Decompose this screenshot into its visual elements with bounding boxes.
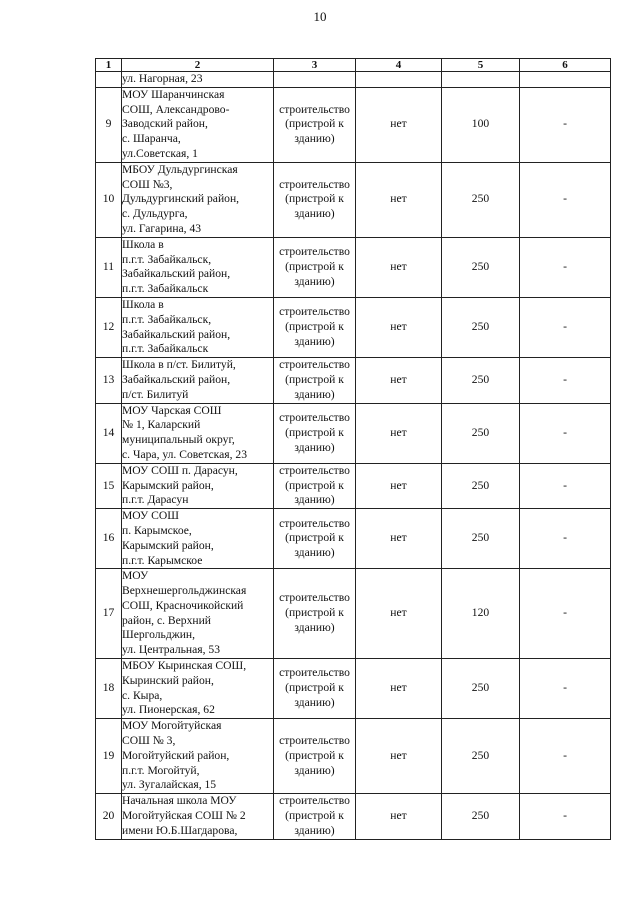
column-header: 2 xyxy=(122,59,274,72)
row-number: 20 xyxy=(96,794,122,839)
school-name-line: Дульдургинский район, xyxy=(122,192,240,206)
work-type-line: зданию) xyxy=(294,621,335,635)
school-name-line: с. Чара, ул. Советская, 23 xyxy=(122,447,247,461)
row-number: 18 xyxy=(96,659,122,719)
data-table xyxy=(95,58,611,840)
school-name xyxy=(122,87,274,162)
table-header-row xyxy=(96,59,611,72)
school-name-line: п.г.т. Карымское xyxy=(122,553,203,567)
school-name-line: Верхнешергольджинская xyxy=(122,584,247,598)
col4-value: нет xyxy=(356,569,442,659)
work-type-line: строительство xyxy=(279,666,350,680)
school-name-line: МОУ СОШ п. Дарасун, xyxy=(122,463,238,477)
work-type-line: строительство xyxy=(279,358,350,372)
work-type-line: зданию) xyxy=(294,440,335,454)
col5-value: 250 xyxy=(442,403,520,463)
school-name-line: с. Кыра, xyxy=(122,688,163,702)
col5-value: 250 xyxy=(442,162,520,237)
school-name-line: п.г.т. Могойтуй, xyxy=(122,763,200,777)
school-name-line: ул. Нагорная, 23 xyxy=(122,72,203,85)
work-type xyxy=(274,719,356,794)
column-header: 3 xyxy=(274,59,356,72)
school-name-line: СОШ, Красночикойский xyxy=(122,598,244,612)
table-row xyxy=(96,162,611,237)
school-name xyxy=(122,72,274,88)
row-number xyxy=(96,72,122,88)
work-type xyxy=(274,659,356,719)
row-number: 19 xyxy=(96,719,122,794)
col4-value xyxy=(356,72,442,88)
school-name-line: Карымский район, xyxy=(122,478,214,492)
school-name-line: п.г.т. Забайкальск, xyxy=(122,312,212,326)
work-type xyxy=(274,162,356,237)
col4-value: нет xyxy=(356,794,442,839)
work-type-line: зданию) xyxy=(294,823,335,837)
col6-value: - xyxy=(520,719,611,794)
school-name-line: муниципальный округ, xyxy=(122,433,235,447)
col4-value: нет xyxy=(356,162,442,237)
col6-value: - xyxy=(520,358,611,403)
table-row xyxy=(96,87,611,162)
work-type-line: зданию) xyxy=(294,387,335,401)
table-row xyxy=(96,403,611,463)
school-name-line: СОШ, Александрово- xyxy=(122,102,230,116)
work-type-line: строительство xyxy=(279,794,350,808)
col5-value: 100 xyxy=(442,87,520,162)
school-name xyxy=(122,719,274,794)
work-type-line: (пристрой к xyxy=(285,192,344,206)
school-name xyxy=(122,403,274,463)
col4-value: нет xyxy=(356,659,442,719)
work-type xyxy=(274,358,356,403)
col5-value: 250 xyxy=(442,719,520,794)
school-name-line: МОУ Шаранчинская xyxy=(122,87,225,101)
school-name-line: МБОУ Дульдургинская xyxy=(122,162,238,176)
col5-value: 250 xyxy=(442,237,520,297)
row-number: 11 xyxy=(96,237,122,297)
col4-value: нет xyxy=(356,463,442,508)
table-row xyxy=(96,237,611,297)
work-type-line: строительство xyxy=(279,102,350,116)
school-name-line: Начальная школа МОУ xyxy=(122,794,237,808)
table-row xyxy=(96,509,611,569)
work-type-line: строительство xyxy=(279,177,350,191)
work-type-line: зданию) xyxy=(294,546,335,560)
school-name xyxy=(122,794,274,839)
col6-value: - xyxy=(520,87,611,162)
work-type-line: строительство xyxy=(279,410,350,424)
col4-value: нет xyxy=(356,358,442,403)
school-name xyxy=(122,358,274,403)
school-name-line: Школа в xyxy=(122,297,164,311)
row-number: 13 xyxy=(96,358,122,403)
school-name-line: ул. Пионерская, 62 xyxy=(122,703,215,717)
school-name-line: Забайкальский район, xyxy=(122,327,231,341)
school-name-line: с. Дульдурга, xyxy=(122,207,188,221)
school-name-line: № 1, Каларский xyxy=(122,418,201,432)
row-number: 12 xyxy=(96,297,122,357)
work-type-line: (пристрой к xyxy=(285,748,344,762)
work-type-line: (пристрой к xyxy=(285,259,344,273)
work-type-line: зданию) xyxy=(294,493,335,507)
work-type-line: зданию) xyxy=(294,696,335,710)
school-name-line: МОУ xyxy=(122,569,149,583)
work-type-line: (пристрой к xyxy=(285,531,344,545)
work-type-line: (пристрой к xyxy=(285,606,344,620)
school-name-line: Шергольджин, xyxy=(122,628,196,642)
school-name xyxy=(122,162,274,237)
col6-value: - xyxy=(520,463,611,508)
work-type-line: (пристрой к xyxy=(285,681,344,695)
school-name-line: Школа в xyxy=(122,237,164,251)
school-name-line: Школа в п/ст. Билитуй, xyxy=(122,358,236,372)
work-type-line: зданию) xyxy=(294,132,335,146)
work-type-line: (пристрой к xyxy=(285,809,344,823)
col6-value: - xyxy=(520,162,611,237)
table-row xyxy=(96,463,611,508)
school-name-line: МОУ СОШ xyxy=(122,509,179,523)
col4-value: нет xyxy=(356,719,442,794)
col5-value: 250 xyxy=(442,509,520,569)
table-row xyxy=(96,297,611,357)
school-name-line: Могойтуйская СОШ № 2 xyxy=(122,809,246,823)
work-type-line: (пристрой к xyxy=(285,320,344,334)
school-name-line: п.г.т. Дарасун xyxy=(122,493,189,507)
table-row xyxy=(96,794,611,839)
column-header: 6 xyxy=(520,59,611,72)
col5-value: 250 xyxy=(442,358,520,403)
col6-value: - xyxy=(520,237,611,297)
work-type-line: строительство xyxy=(279,516,350,530)
school-name xyxy=(122,659,274,719)
school-name-line: Могойтуйский район, xyxy=(122,748,230,762)
col6-value: - xyxy=(520,569,611,659)
school-name-line: СОШ № 3, xyxy=(122,734,176,748)
work-type-line: зданию) xyxy=(294,274,335,288)
work-type xyxy=(274,297,356,357)
col4-value: нет xyxy=(356,87,442,162)
work-type xyxy=(274,403,356,463)
column-header: 1 xyxy=(96,59,122,72)
school-name xyxy=(122,569,274,659)
work-type xyxy=(274,72,356,88)
work-type-line: (пристрой к xyxy=(285,425,344,439)
work-type-line: зданию) xyxy=(294,334,335,348)
row-number: 14 xyxy=(96,403,122,463)
table-row xyxy=(96,659,611,719)
school-name xyxy=(122,463,274,508)
col4-value: нет xyxy=(356,297,442,357)
col6-value: - xyxy=(520,509,611,569)
school-name-line: ул. Центральная, 53 xyxy=(122,643,220,657)
school-name-line: п.г.т. Забайкальск, xyxy=(122,252,212,266)
school-name-line: Кыринский район, xyxy=(122,673,214,687)
work-type xyxy=(274,794,356,839)
col5-value: 250 xyxy=(442,463,520,508)
work-type-line: (пристрой к xyxy=(285,117,344,131)
school-name-line: СОШ №3, xyxy=(122,177,173,191)
work-type xyxy=(274,237,356,297)
work-type xyxy=(274,569,356,659)
col5-value: 120 xyxy=(442,569,520,659)
school-name-line: Заводский район, xyxy=(122,117,208,131)
school-name-line: Забайкальский район, xyxy=(122,267,231,281)
school-name xyxy=(122,237,274,297)
work-type-line: зданию) xyxy=(294,763,335,777)
school-name-line: ул.Советская, 1 xyxy=(122,146,198,160)
col6-value: - xyxy=(520,403,611,463)
school-name xyxy=(122,509,274,569)
school-name-line: с. Шаранча, xyxy=(122,132,181,146)
school-name-line: МОУ Чарская СОШ xyxy=(122,403,222,417)
work-type-line: строительство xyxy=(279,591,350,605)
school-name-line: п.г.т. Забайкальск xyxy=(122,282,209,296)
school-name-line: район, с. Верхний xyxy=(122,613,211,627)
column-header: 5 xyxy=(442,59,520,72)
table-row xyxy=(96,358,611,403)
school-name-line: ул. Зугалайская, 15 xyxy=(122,778,217,792)
table-body xyxy=(96,72,611,840)
work-type-line: (пристрой к xyxy=(285,372,344,386)
work-type-line: строительство xyxy=(279,305,350,319)
col5-value: 250 xyxy=(442,659,520,719)
col6-value: - xyxy=(520,794,611,839)
school-name-line: ул. Гагарина, 43 xyxy=(122,221,202,235)
work-type-line: строительство xyxy=(279,245,350,259)
row-number: 10 xyxy=(96,162,122,237)
col4-value: нет xyxy=(356,237,442,297)
work-type-line: зданию) xyxy=(294,207,335,221)
work-type xyxy=(274,509,356,569)
school-name-line: Карымский район, xyxy=(122,538,214,552)
work-type-line: строительство xyxy=(279,734,350,748)
school-name-line: п/ст. Билитуй xyxy=(122,387,189,401)
school-name-line: МБОУ Кыринская СОШ, xyxy=(122,659,247,673)
school-name-line: Забайкальский район, xyxy=(122,372,231,386)
page-number: 10 xyxy=(313,9,327,24)
col6-value: - xyxy=(520,659,611,719)
row-number: 15 xyxy=(96,463,122,508)
school-name-line: п.г.т. Забайкальск xyxy=(122,342,209,356)
work-type xyxy=(274,87,356,162)
school-name-line: МОУ Могойтуйская xyxy=(122,719,222,733)
work-type-line: строительство xyxy=(279,463,350,477)
table-row xyxy=(96,719,611,794)
column-header: 4 xyxy=(356,59,442,72)
col4-value: нет xyxy=(356,403,442,463)
row-number: 17 xyxy=(96,569,122,659)
col5-value xyxy=(442,72,520,88)
table-row xyxy=(96,72,611,88)
school-name xyxy=(122,297,274,357)
school-name-line: имени Ю.Б.Шагдарова, xyxy=(122,823,238,837)
col5-value: 250 xyxy=(442,794,520,839)
col5-value: 250 xyxy=(442,297,520,357)
table-row xyxy=(96,569,611,659)
col4-value: нет xyxy=(356,509,442,569)
work-type-line: (пристрой к xyxy=(285,478,344,492)
work-type xyxy=(274,463,356,508)
col6-value xyxy=(520,72,611,88)
row-number: 16 xyxy=(96,509,122,569)
row-number: 9 xyxy=(96,87,122,162)
col6-value: - xyxy=(520,297,611,357)
school-name-line: п. Карымское, xyxy=(122,523,192,537)
